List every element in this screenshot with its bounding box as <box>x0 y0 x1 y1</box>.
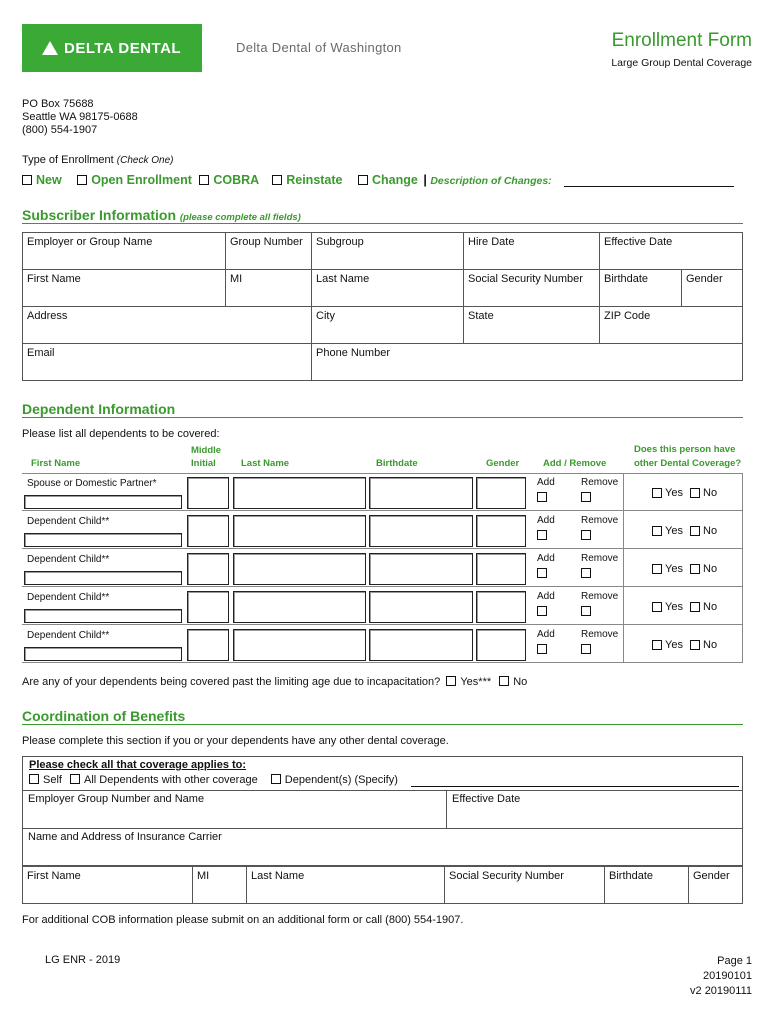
dependent-no-label: No <box>703 639 718 651</box>
col-other-coverage-2: other Dental Coverage? <box>634 458 742 469</box>
dependent-birthdate-input[interactable] <box>369 629 473 661</box>
dependent-gender-input[interactable] <box>476 591 526 623</box>
dependent-last-name-input[interactable] <box>233 629 366 661</box>
footer-page-info <box>690 954 752 999</box>
phone-number-field[interactable]: Phone Number <box>312 344 743 381</box>
dependent-remove-label: Remove <box>581 591 619 602</box>
dependent-first-name-input[interactable] <box>24 571 182 585</box>
dependent-add-checkbox[interactable] <box>537 606 547 616</box>
dependent-remove-checkbox[interactable] <box>581 568 591 578</box>
cob-mi-field[interactable]: MI <box>193 867 247 904</box>
dependent-birthdate-input[interactable] <box>369 591 473 623</box>
col-other-coverage-1: Does this person have <box>634 444 736 455</box>
dependent-row-divider <box>22 624 743 625</box>
dependent-yes-checkbox[interactable] <box>652 602 662 612</box>
dependent-add-label: Add <box>537 629 555 640</box>
dependent-no-label: No <box>703 525 718 537</box>
group-number-field[interactable]: Group Number <box>226 233 312 270</box>
footer-page: Page 1 <box>717 955 752 967</box>
cob-box <box>22 756 743 866</box>
address-field[interactable]: Address <box>23 307 312 344</box>
birthdate-field[interactable]: Birthdate <box>600 270 682 307</box>
form-subtitle: Large Group Dental Coverage <box>611 57 752 69</box>
subscriber-divider <box>22 223 743 224</box>
dependent-yes-label: Yes <box>665 601 683 613</box>
cob-specify-field[interactable] <box>411 786 739 787</box>
dependent-gender-input[interactable] <box>476 629 526 661</box>
dependent-no-label: No <box>703 563 718 575</box>
dependent-add-label: Add <box>537 515 555 526</box>
col-add-remove: Add / Remove <box>543 458 607 469</box>
dependent-row-label: Dependent Child** <box>27 592 110 603</box>
dependent-row-label: Spouse or Domestic Partner* <box>27 478 157 489</box>
subscriber-table <box>22 232 743 381</box>
dependent-last-name-input[interactable] <box>233 591 366 623</box>
enroll-reinstate-checkbox[interactable]: Reinstate <box>272 173 342 187</box>
dependent-mi-input[interactable] <box>187 591 229 623</box>
dependent-top-line <box>22 473 743 474</box>
dependent-add-label: Add <box>537 591 555 602</box>
cob-effective-date-field[interactable]: Effective Date <box>452 793 521 805</box>
dependent-yes-checkbox[interactable] <box>652 640 662 650</box>
cob-self-checkbox[interactable]: Self <box>29 774 62 786</box>
mailing-address <box>22 98 138 137</box>
dependent-first-name-input[interactable] <box>24 647 182 661</box>
enrollment-options: New Open Enrollment COBRA Reinstate Change | Description of Changes: <box>22 173 552 187</box>
dependent-remove-checkbox[interactable] <box>581 644 591 654</box>
email-field[interactable]: Email <box>23 344 312 381</box>
cob-all-dependents-checkbox[interactable]: All Dependents with other coverage <box>70 774 258 786</box>
dependent-no-checkbox[interactable] <box>690 526 700 536</box>
dependent-no-checkbox[interactable] <box>690 564 700 574</box>
dependent-first-name-input[interactable] <box>24 495 182 509</box>
dependent-no-checkbox[interactable] <box>690 640 700 650</box>
dependent-add-label: Add <box>537 553 555 564</box>
footer-version: v2 20190111 <box>690 985 752 997</box>
col-first-name: First Name <box>31 458 81 469</box>
dependent-yes-checkbox[interactable] <box>652 526 662 536</box>
dependent-mi-input[interactable] <box>187 553 229 585</box>
dependent-row-label: Dependent Child** <box>27 554 110 565</box>
gender-field[interactable]: Gender <box>682 270 743 307</box>
dependent-vline <box>623 587 624 625</box>
dependent-yes-checkbox[interactable] <box>652 488 662 498</box>
state-field[interactable]: State <box>464 307 600 344</box>
dependent-row-label: Dependent Child** <box>27 516 110 527</box>
cob-line-1 <box>22 790 743 791</box>
dependent-heading: Dependent Information <box>22 401 176 417</box>
address-line1: PO Box 75688 <box>22 98 94 110</box>
cob-first-name-field[interactable]: First Name <box>23 867 193 904</box>
dependent-row-divider <box>22 662 743 663</box>
employer-group-name-field[interactable]: Employer or Group Name <box>23 233 226 270</box>
dependent-vline <box>623 625 624 663</box>
enrollment-type-hint: (Check One) <box>116 155 174 166</box>
col-gender: Gender <box>486 458 520 469</box>
dependent-birthdate-input[interactable] <box>369 515 473 547</box>
dependent-intro: Please list all dependents to be covered: <box>22 428 220 440</box>
footer-date: 20190101 <box>703 970 752 982</box>
hire-date-field[interactable]: Hire Date <box>464 233 600 270</box>
dependent-yes-label: Yes <box>665 525 683 537</box>
address-line2: Seattle WA 98175-0688 <box>22 111 138 123</box>
dependent-first-name-input[interactable] <box>24 609 182 623</box>
cob-carrier-field[interactable]: Name and Address of Insurance Carrier <box>28 831 222 843</box>
dependent-remove-label: Remove <box>581 515 619 526</box>
last-name-field[interactable]: Last Name <box>312 270 464 307</box>
dependent-mi-input[interactable] <box>187 629 229 661</box>
cob-line-2 <box>22 828 743 829</box>
effective-date-field[interactable]: Effective Date <box>600 233 743 270</box>
dependent-birthdate-input[interactable] <box>369 553 473 585</box>
dependent-vline <box>623 549 624 587</box>
dependent-first-name-input[interactable] <box>24 533 182 547</box>
footer-code: LG ENR - 2019 <box>45 954 121 966</box>
cob-specify-checkbox[interactable]: Dependent(s) (Specify) <box>271 774 398 786</box>
ssn-field[interactable]: Social Security Number <box>464 270 600 307</box>
dependent-row-divider <box>22 510 743 511</box>
subgroup-field[interactable]: Subgroup <box>312 233 464 270</box>
address-phone: (800) 554-1907 <box>22 124 98 136</box>
cob-vline-1 <box>446 790 447 828</box>
dependent-gender-input[interactable] <box>476 553 526 585</box>
dependent-divider <box>22 417 743 418</box>
limiting-no-checkbox[interactable]: No <box>494 676 527 688</box>
dependent-gender-input[interactable] <box>476 477 526 509</box>
dependent-no-checkbox[interactable] <box>690 488 700 498</box>
dependent-yes-checkbox[interactable] <box>652 564 662 574</box>
cob-check-all: Please check all that coverage applies to: <box>29 759 247 771</box>
cob-birthdate-field[interactable]: Birthdate <box>605 867 689 904</box>
dependent-remove-checkbox[interactable] <box>581 492 591 502</box>
description-of-changes-label: Description of Changes: <box>430 175 552 187</box>
delta-dental-logo <box>22 24 202 72</box>
dependent-add-checkbox[interactable] <box>537 568 547 578</box>
first-name-field[interactable]: First Name <box>23 270 226 307</box>
delta-logo-icon <box>42 41 58 55</box>
dependent-row-divider <box>22 548 743 549</box>
zip-code-field[interactable]: ZIP Code <box>600 307 743 344</box>
cob-coverage-options <box>29 774 398 786</box>
enroll-change-checkbox[interactable]: Change <box>358 173 418 187</box>
col-middle: Middle <box>191 445 222 456</box>
dependent-vline <box>623 511 624 549</box>
dependent-no-label: No <box>703 601 718 613</box>
dependent-mi-input[interactable] <box>187 477 229 509</box>
cob-heading: Coordination of Benefits <box>22 708 186 724</box>
cob-person-table <box>22 866 743 904</box>
dependent-row-divider <box>22 586 743 587</box>
logo-text: DELTA DENTAL <box>64 39 182 57</box>
dependent-add-checkbox[interactable] <box>537 492 547 502</box>
dependent-no-label: No <box>703 487 718 499</box>
dependent-last-name-input[interactable] <box>233 553 366 585</box>
col-initial: Initial <box>191 458 216 469</box>
dependent-birthdate-input[interactable] <box>369 477 473 509</box>
cob-ssn-field[interactable]: Social Security Number <box>445 867 605 904</box>
limiting-age-question: Are any of your dependents being covered past the limiting age due to incapacitation? Yes*** No <box>22 676 528 688</box>
cob-employer-group-field[interactable]: Employer Group Number and Name <box>28 793 205 805</box>
enroll-cobra-checkbox[interactable]: COBRA <box>199 173 258 187</box>
form-title: Enrollment Form <box>611 30 752 51</box>
dependent-no-checkbox[interactable] <box>690 602 700 612</box>
city-field[interactable]: City <box>312 307 464 344</box>
dependent-add-label: Add <box>537 477 555 488</box>
cob-divider <box>22 724 743 725</box>
subscriber-heading: Subscriber Information (please complete all fields) <box>22 207 301 223</box>
dependent-yes-label: Yes <box>665 563 683 575</box>
cob-gender-field[interactable]: Gender <box>689 867 743 904</box>
dependent-remove-label: Remove <box>581 553 619 564</box>
dependent-yes-label: Yes <box>665 487 683 499</box>
col-birthdate: Birthdate <box>376 458 418 469</box>
mi-field[interactable]: MI <box>226 270 312 307</box>
dependent-last-name-input[interactable] <box>233 515 366 547</box>
limiting-yes-checkbox[interactable]: Yes*** <box>443 676 491 688</box>
dependent-remove-checkbox[interactable] <box>581 606 591 616</box>
dependent-right-line <box>742 473 743 663</box>
cob-intro: Please complete this section if you or your dependents have any other dental coverage. <box>22 735 449 747</box>
description-of-changes-field[interactable] <box>564 186 734 187</box>
dependent-row-label: Dependent Child** <box>27 630 110 641</box>
dependent-last-name-input[interactable] <box>233 477 366 509</box>
dependent-remove-label: Remove <box>581 629 619 640</box>
enrollment-type-label: Type of Enrollment (Check One) <box>22 154 174 166</box>
dependent-add-checkbox[interactable] <box>537 644 547 654</box>
dependent-remove-checkbox[interactable] <box>581 530 591 540</box>
cob-last-name-field[interactable]: Last Name <box>247 867 445 904</box>
enroll-open-checkbox[interactable]: Open Enrollment <box>77 173 192 187</box>
col-last-name: Last Name <box>241 458 290 469</box>
enroll-new-checkbox[interactable]: New <box>22 173 62 187</box>
dependent-mi-input[interactable] <box>187 515 229 547</box>
cob-additional-note: For additional COB information please submit on an additional form or call (800) 554-1907. <box>22 914 464 926</box>
org-name: Delta Dental of Washington <box>236 40 402 55</box>
dependent-yes-label: Yes <box>665 639 683 651</box>
dependent-gender-input[interactable] <box>476 515 526 547</box>
dependent-remove-label: Remove <box>581 477 619 488</box>
dependent-vline <box>623 473 624 511</box>
dependent-add-checkbox[interactable] <box>537 530 547 540</box>
